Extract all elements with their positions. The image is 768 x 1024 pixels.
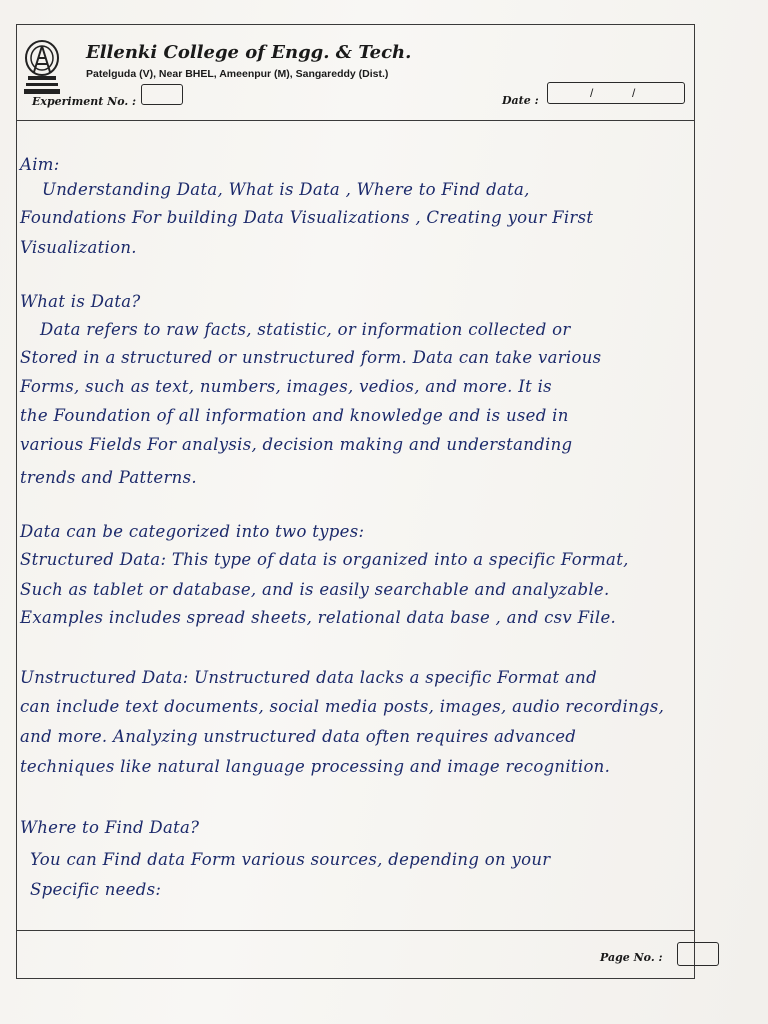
text-line: Structured Data: This type of data is organized into a specific Format, bbox=[20, 550, 629, 569]
section-heading: Where to Find Data? bbox=[20, 818, 200, 837]
text-line: Stored in a structured or unstructured form. Data can take various bbox=[20, 348, 602, 367]
text-line: Forms, such as text, numbers, images, vedios, and more. It is bbox=[20, 377, 552, 396]
college-name: Ellenki College of Engg. & Tech. bbox=[86, 42, 412, 63]
page-number-field[interactable] bbox=[677, 942, 719, 966]
text-line: techniques like natural language processing and image recognition. bbox=[20, 757, 611, 776]
text-line: the Foundation of all information and knowledge and is used in bbox=[20, 406, 569, 425]
experiment-label: Experiment No. : bbox=[32, 95, 137, 108]
college-address: Patelguda (V), Near BHEL, Ameenpur (M), Sangareddy (Dist.) bbox=[86, 68, 389, 80]
text-line: can include text documents, social media posts, images, audio recordings, bbox=[20, 697, 665, 716]
date-separator: / bbox=[632, 86, 636, 100]
page-number-label: Page No. : bbox=[600, 951, 663, 964]
text-line: You can Find data Form various sources, depending on your bbox=[30, 850, 551, 869]
section-heading: Data can be categorized into two types: bbox=[20, 522, 365, 541]
section-heading: What is Data? bbox=[20, 292, 141, 311]
text-line: various Fields For analysis, decision making and understanding bbox=[20, 435, 573, 454]
text-line: Foundations For building Data Visualizations , Creating your First bbox=[20, 208, 594, 227]
date-field[interactable] bbox=[547, 82, 685, 104]
text-line: Specific needs: bbox=[30, 880, 162, 899]
date-label: Date : bbox=[502, 94, 539, 107]
text-line: Such as tablet or database, and is easily searchable and analyzable. bbox=[20, 580, 610, 599]
text-line: Unstructured Data: Unstructured data lacks a specific Format and bbox=[20, 668, 597, 687]
text-line: trends and Patterns. bbox=[20, 468, 197, 487]
experiment-number-field[interactable] bbox=[141, 84, 183, 105]
footer-divider bbox=[16, 930, 695, 931]
aim-heading: Aim: bbox=[20, 155, 60, 174]
text-line: Examples includes spread sheets, relational data base , and csv File. bbox=[20, 608, 617, 627]
date-separator: / bbox=[590, 86, 594, 100]
text-line: and more. Analyzing unstructured data often requires advanced bbox=[20, 727, 577, 746]
text-line: Data refers to raw facts, statistic, or information collected or bbox=[40, 320, 571, 339]
text-line: Understanding Data, What is Data , Where to Find data, bbox=[42, 180, 530, 199]
header-divider bbox=[16, 120, 695, 121]
text-line: Visualization. bbox=[20, 238, 137, 257]
college-seal-icon bbox=[22, 38, 62, 96]
